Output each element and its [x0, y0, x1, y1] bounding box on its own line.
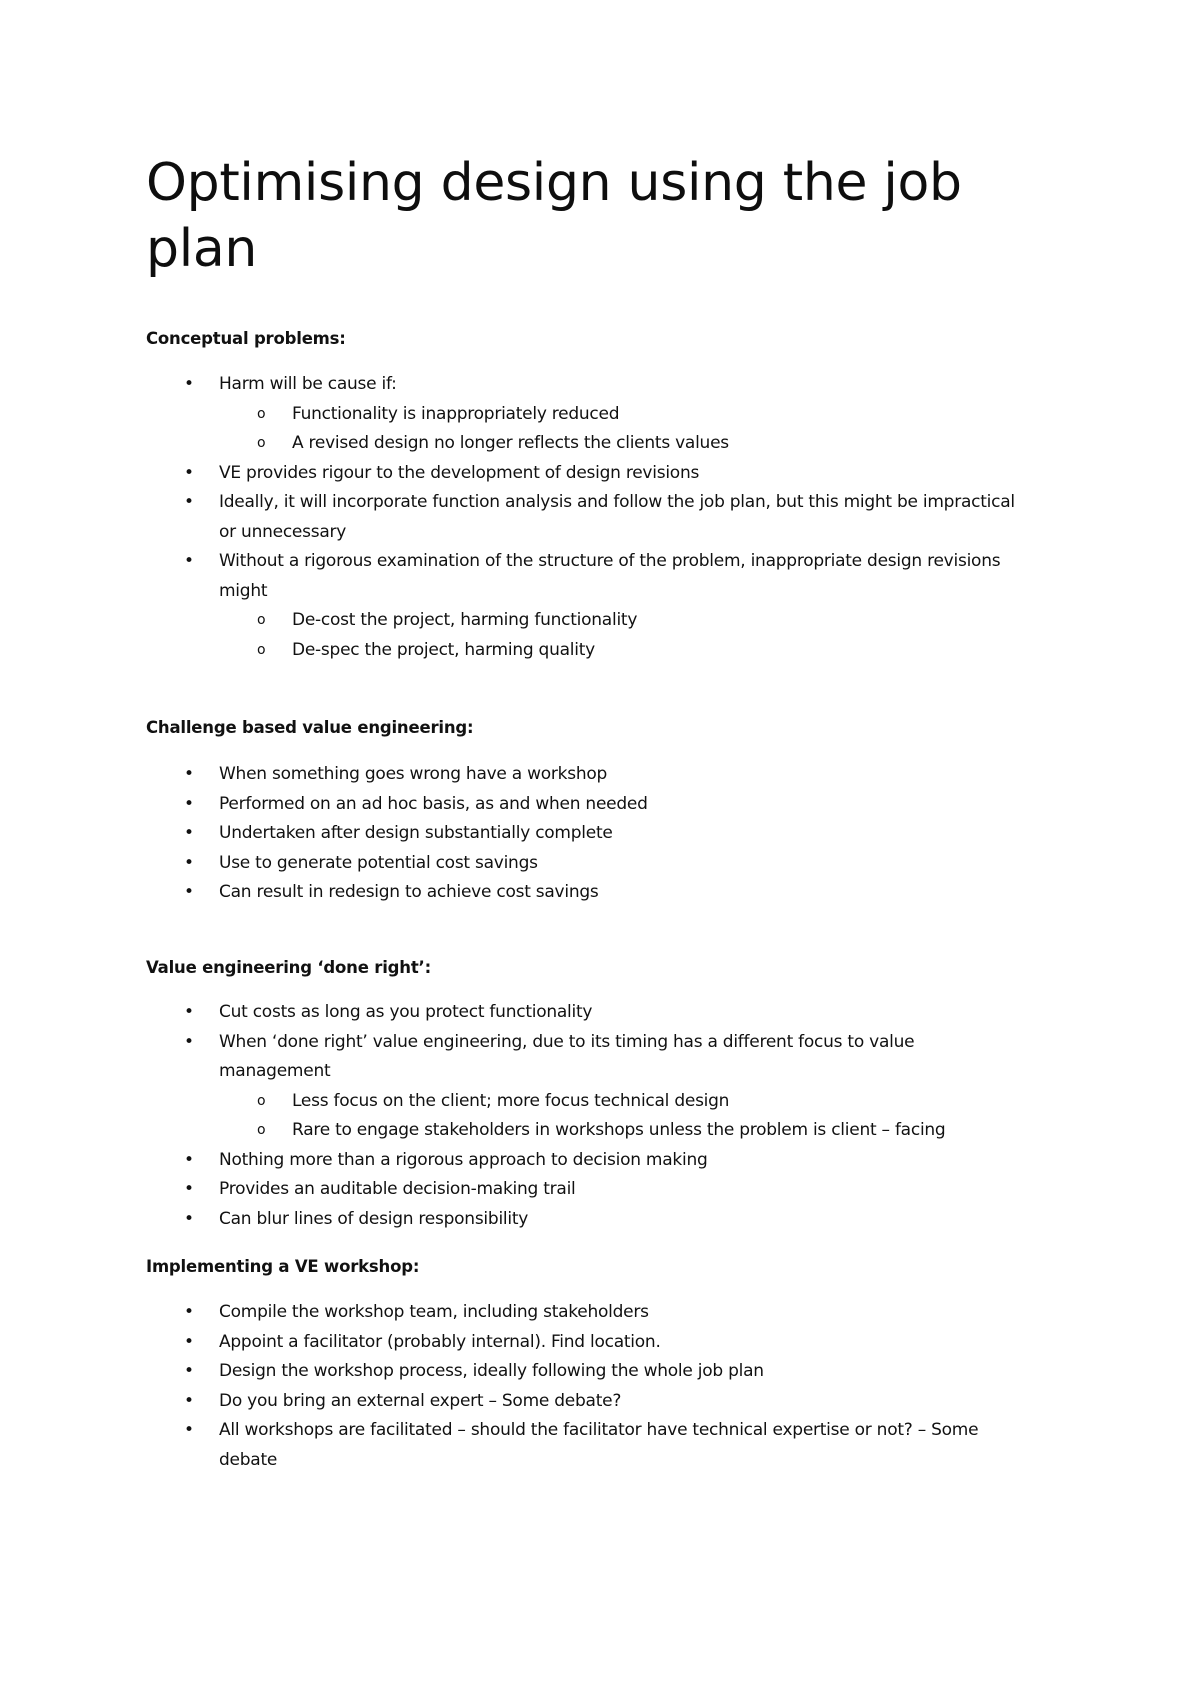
list-item-text: Provides an auditable decision-making trail [219, 1179, 576, 1199]
bullet-icon: • [184, 1361, 194, 1381]
list-item-text: Undertaken after design substantially complete [219, 823, 613, 843]
list-item [0, 849, 1019, 879]
list-item-text: Can result in redesign to achieve cost savings [219, 882, 599, 902]
list-item [0, 819, 1019, 849]
list-item-text: All workshops are facilitated – should the facilitator have technical expertise or not? – Some debate [219, 1420, 979, 1470]
list-item-text: Do you bring an external expert – Some debate? [219, 1390, 622, 1411]
bullet-icon: • [184, 1331, 194, 1352]
bullet-icon: • [184, 1208, 194, 1229]
list-item-text: Nothing more than a rigorous approach to decision making [219, 1149, 708, 1170]
section-heading-challenge-based-ve: Challenge based value engineering: [146, 718, 474, 737]
bullet-list-ve-done-right [0, 998, 1092, 1234]
list-item [0, 606, 1092, 636]
list-item [0, 1205, 1019, 1235]
list-item-text: Functionality is inappropriately reduced [292, 403, 620, 424]
list-item [0, 1087, 1092, 1117]
list-item-text: Can blur lines of design responsibility [219, 1208, 529, 1229]
list-item-text: Cut costs as long as you protect functionality [219, 1002, 593, 1022]
list-item-text: Without a rigorous examination of the structure of the problem, inappropriate design revisions might [219, 551, 1001, 601]
list-item-text: When ‘done right’ value engineering, due to its timing has a different focus to value management [219, 1031, 915, 1081]
list-item [0, 400, 1092, 430]
bullet-icon: • [184, 882, 194, 902]
bullet-icon: • [184, 1031, 194, 1052]
bullet-list-implementing-ve-workshop [0, 1298, 1019, 1475]
bullet-icon: • [184, 1149, 194, 1170]
list-item [0, 547, 1019, 606]
page-title: Optimising design using the job plan [146, 153, 962, 279]
circle-bullet-icon: o [257, 1092, 266, 1109]
bullet-icon: • [184, 1420, 194, 1440]
list-item [0, 878, 1019, 908]
bullet-icon: • [184, 1302, 194, 1322]
list-item [0, 1298, 1019, 1328]
list-item [0, 1116, 1092, 1146]
list-item [0, 790, 1019, 820]
list-item [0, 1416, 1019, 1475]
bullet-icon: • [184, 793, 194, 814]
list-item [0, 760, 1019, 790]
list-item [0, 429, 1092, 459]
list-item [0, 1175, 1019, 1205]
list-item-text: Appoint a facilitator (probably internal). Find location. [219, 1331, 661, 1352]
list-item [0, 998, 1019, 1028]
list-item-text: A revised design no longer reflects the clients values [292, 433, 729, 453]
list-item [0, 1328, 1019, 1358]
bullet-list-conceptual-problems [0, 370, 1092, 665]
list-item [0, 1387, 1019, 1417]
list-item-text: Less focus on the client; more focus technical design [292, 1090, 730, 1111]
list-item-text: Design the workshop process, ideally following the whole job plan [219, 1361, 764, 1381]
circle-bullet-icon: o [257, 641, 266, 658]
list-item-text: Harm will be cause if: [219, 374, 397, 394]
bullet-icon: • [184, 551, 194, 571]
list-item [0, 370, 1019, 400]
bullet-icon: • [184, 492, 194, 512]
bullet-icon: • [184, 764, 194, 784]
list-item [0, 1146, 1019, 1176]
list-item-text: Rare to engage stakeholders in workshops unless the problem is client – facing [292, 1120, 946, 1140]
list-item-text: De-spec the project, harming quality [292, 639, 595, 660]
section-heading-implementing-ve-workshop: Implementing a VE workshop: [146, 1257, 420, 1276]
list-item [0, 1028, 1019, 1087]
list-item [0, 1357, 1019, 1387]
list-item-text: Ideally, it will incorporate function analysis and follow the job plan, but this might be impractical or unnecessary [219, 492, 1015, 542]
bullet-icon: • [184, 1390, 194, 1411]
bullet-list-challenge-based-ve [0, 760, 1019, 908]
list-item-text: Compile the workshop team, including stakeholders [219, 1302, 649, 1322]
bullet-icon: • [184, 1002, 194, 1022]
list-item-text: Performed on an ad hoc basis, as and when needed [219, 793, 648, 814]
circle-bullet-icon: o [257, 1122, 266, 1138]
list-item-text: De-cost the project, harming functionality [292, 610, 638, 630]
list-item [0, 488, 1019, 547]
section-heading-ve-done-right: Value engineering ‘done right’: [146, 958, 431, 977]
list-item [0, 459, 1019, 489]
list-item [0, 636, 1092, 666]
section-heading-conceptual-problems: Conceptual problems: [146, 329, 346, 348]
list-item-text: VE provides rigour to the development of design revisions [219, 462, 700, 483]
bullet-icon: • [184, 462, 194, 483]
list-item-text: When something goes wrong have a workshop [219, 764, 608, 784]
list-item-text: Use to generate potential cost savings [219, 852, 538, 873]
bullet-icon: • [184, 1179, 194, 1199]
circle-bullet-icon: o [257, 405, 266, 422]
circle-bullet-icon: o [257, 612, 266, 628]
bullet-icon: • [184, 374, 194, 394]
circle-bullet-icon: o [257, 435, 266, 451]
bullet-icon: • [184, 852, 194, 873]
bullet-icon: • [184, 823, 194, 843]
